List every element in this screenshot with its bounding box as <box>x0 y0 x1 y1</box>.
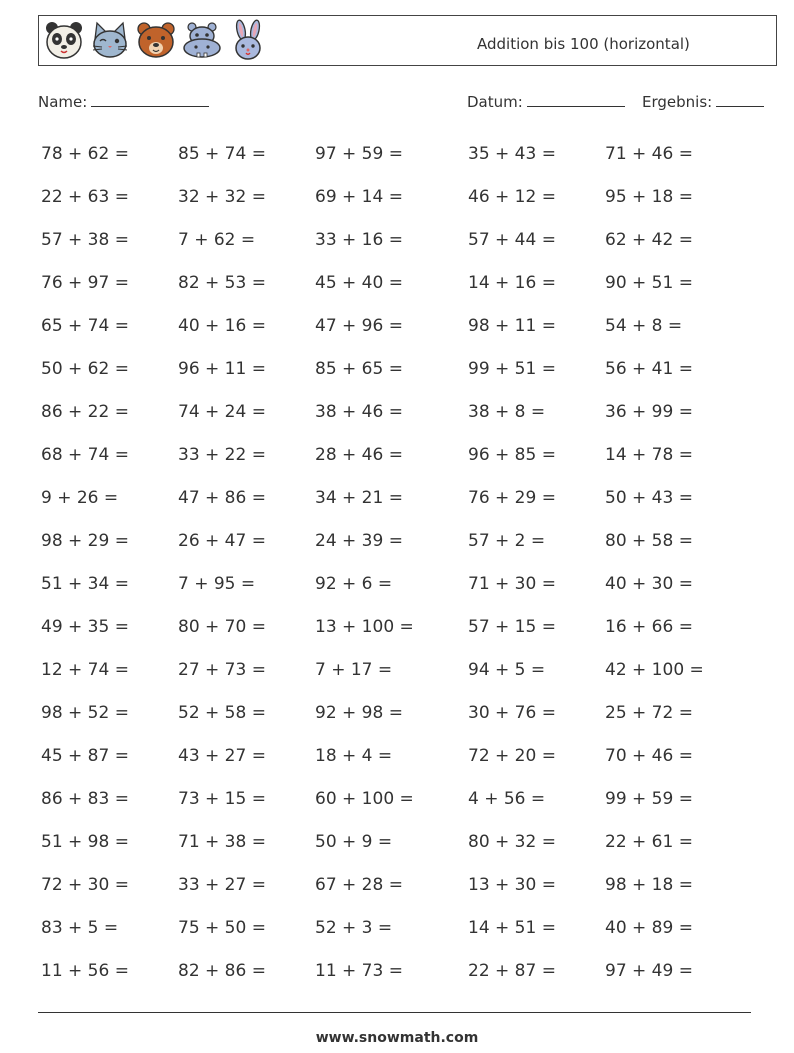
addition-problem: 67 + 28 = <box>315 875 403 895</box>
addition-problem: 99 + 59 = <box>605 789 693 809</box>
addition-problem: 83 + 5 = <box>41 918 119 938</box>
addition-problem: 72 + 20 = <box>468 746 556 766</box>
addition-problem: 57 + 44 = <box>468 230 556 250</box>
addition-problem: 56 + 41 = <box>605 359 693 379</box>
addition-problem: 46 + 12 = <box>468 187 556 207</box>
addition-problem: 38 + 8 = <box>468 402 546 422</box>
addition-problem: 96 + 85 = <box>468 445 556 465</box>
addition-problem: 45 + 87 = <box>41 746 129 766</box>
addition-problem: 74 + 24 = <box>178 402 266 422</box>
name-input-line[interactable] <box>91 94 209 107</box>
addition-problem: 47 + 86 = <box>178 488 266 508</box>
addition-problem: 14 + 16 = <box>468 273 556 293</box>
addition-problem: 26 + 47 = <box>178 531 266 551</box>
addition-problem: 71 + 46 = <box>605 144 693 164</box>
addition-problem: 24 + 39 = <box>315 531 403 551</box>
bear-icon <box>135 19 177 61</box>
addition-problem: 14 + 51 = <box>468 918 556 938</box>
result-input-line[interactable] <box>716 94 764 107</box>
addition-problem: 75 + 50 = <box>178 918 266 938</box>
addition-problem: 16 + 66 = <box>605 617 693 637</box>
addition-problem: 76 + 29 = <box>468 488 556 508</box>
addition-problem: 86 + 22 = <box>41 402 129 422</box>
addition-problem: 22 + 61 = <box>605 832 693 852</box>
addition-problem: 97 + 49 = <box>605 961 693 981</box>
worksheet-title: Addition bis 100 (horizontal) <box>477 35 690 53</box>
addition-problem: 45 + 40 = <box>315 273 403 293</box>
addition-problem: 28 + 46 = <box>315 445 403 465</box>
addition-problem: 98 + 18 = <box>605 875 693 895</box>
addition-problem: 92 + 6 = <box>315 574 393 594</box>
footer-divider <box>38 1012 751 1013</box>
addition-problem: 52 + 3 = <box>315 918 393 938</box>
addition-problem: 80 + 58 = <box>605 531 693 551</box>
addition-problem: 50 + 9 = <box>315 832 393 852</box>
addition-problem: 36 + 99 = <box>605 402 693 422</box>
addition-problem: 92 + 98 = <box>315 703 403 723</box>
addition-problem: 90 + 51 = <box>605 273 693 293</box>
addition-problem: 7 + 95 = <box>178 574 256 594</box>
date-input-line[interactable] <box>527 94 625 107</box>
addition-problem: 57 + 38 = <box>41 230 129 250</box>
addition-problem: 34 + 21 = <box>315 488 403 508</box>
addition-problem: 49 + 35 = <box>41 617 129 637</box>
hippo-icon <box>181 19 223 61</box>
addition-problem: 50 + 62 = <box>41 359 129 379</box>
addition-problem: 68 + 74 = <box>41 445 129 465</box>
addition-problem: 57 + 15 = <box>468 617 556 637</box>
result-label: Ergebnis: <box>642 93 713 111</box>
addition-problem: 40 + 89 = <box>605 918 693 938</box>
addition-problem: 30 + 76 = <box>468 703 556 723</box>
addition-problem: 47 + 96 = <box>315 316 403 336</box>
addition-problem: 70 + 46 = <box>605 746 693 766</box>
footer-website: www.snowmath.com <box>315 1030 479 1046</box>
addition-problem: 86 + 83 = <box>41 789 129 809</box>
date-field <box>467 93 625 111</box>
addition-problem: 65 + 74 = <box>41 316 129 336</box>
addition-problem: 94 + 5 = <box>468 660 546 680</box>
addition-problem: 7 + 17 = <box>315 660 393 680</box>
result-field <box>642 93 764 111</box>
worksheet-header <box>38 15 777 66</box>
addition-problem: 7 + 62 = <box>178 230 256 250</box>
addition-problem: 42 + 100 = <box>605 660 704 680</box>
panda-icon <box>43 19 85 61</box>
rabbit-icon <box>227 19 269 61</box>
addition-problem: 33 + 22 = <box>178 445 266 465</box>
addition-problem: 98 + 29 = <box>41 531 129 551</box>
addition-problem: 76 + 97 = <box>41 273 129 293</box>
addition-problem: 38 + 46 = <box>315 402 403 422</box>
addition-problem: 54 + 8 = <box>605 316 683 336</box>
addition-problem: 82 + 53 = <box>178 273 266 293</box>
addition-problem: 22 + 63 = <box>41 187 129 207</box>
addition-problem: 78 + 62 = <box>41 144 129 164</box>
addition-problem: 80 + 32 = <box>468 832 556 852</box>
addition-problem: 82 + 86 = <box>178 961 266 981</box>
addition-problem: 14 + 78 = <box>605 445 693 465</box>
addition-problem: 98 + 52 = <box>41 703 129 723</box>
addition-problem: 11 + 73 = <box>315 961 403 981</box>
addition-problem: 13 + 100 = <box>315 617 414 637</box>
addition-problem: 97 + 59 = <box>315 144 403 164</box>
addition-problem: 18 + 4 = <box>315 746 393 766</box>
addition-problem: 85 + 74 = <box>178 144 266 164</box>
addition-problem: 32 + 32 = <box>178 187 266 207</box>
addition-problem: 99 + 51 = <box>468 359 556 379</box>
name-field <box>38 93 209 111</box>
addition-problem: 73 + 15 = <box>178 789 266 809</box>
addition-problem: 11 + 56 = <box>41 961 129 981</box>
addition-problem: 13 + 30 = <box>468 875 556 895</box>
addition-problem: 40 + 16 = <box>178 316 266 336</box>
addition-problem: 35 + 43 = <box>468 144 556 164</box>
addition-problem: 43 + 27 = <box>178 746 266 766</box>
addition-problem: 27 + 73 = <box>178 660 266 680</box>
addition-problem: 22 + 87 = <box>468 961 556 981</box>
addition-problem: 25 + 72 = <box>605 703 693 723</box>
addition-problem: 85 + 65 = <box>315 359 403 379</box>
addition-problem: 95 + 18 = <box>605 187 693 207</box>
addition-problem: 33 + 27 = <box>178 875 266 895</box>
addition-problem: 71 + 38 = <box>178 832 266 852</box>
animal-icons <box>43 19 269 61</box>
addition-problem: 69 + 14 = <box>315 187 403 207</box>
addition-problem: 98 + 11 = <box>468 316 556 336</box>
addition-problem: 71 + 30 = <box>468 574 556 594</box>
addition-problem: 57 + 2 = <box>468 531 546 551</box>
name-label: Name: <box>38 93 88 111</box>
addition-problem: 50 + 43 = <box>605 488 693 508</box>
addition-problem: 80 + 70 = <box>178 617 266 637</box>
addition-problem: 40 + 30 = <box>605 574 693 594</box>
addition-problem: 12 + 74 = <box>41 660 129 680</box>
addition-problem: 33 + 16 = <box>315 230 403 250</box>
addition-problem: 96 + 11 = <box>178 359 266 379</box>
addition-problem: 51 + 34 = <box>41 574 129 594</box>
addition-problem: 52 + 58 = <box>178 703 266 723</box>
addition-problem: 51 + 98 = <box>41 832 129 852</box>
addition-problem: 60 + 100 = <box>315 789 414 809</box>
date-label: Datum: <box>467 93 523 111</box>
addition-problem: 9 + 26 = <box>41 488 119 508</box>
addition-problem: 72 + 30 = <box>41 875 129 895</box>
addition-problem: 62 + 42 = <box>605 230 693 250</box>
addition-problem: 4 + 56 = <box>468 789 546 809</box>
cat-icon <box>89 19 131 61</box>
